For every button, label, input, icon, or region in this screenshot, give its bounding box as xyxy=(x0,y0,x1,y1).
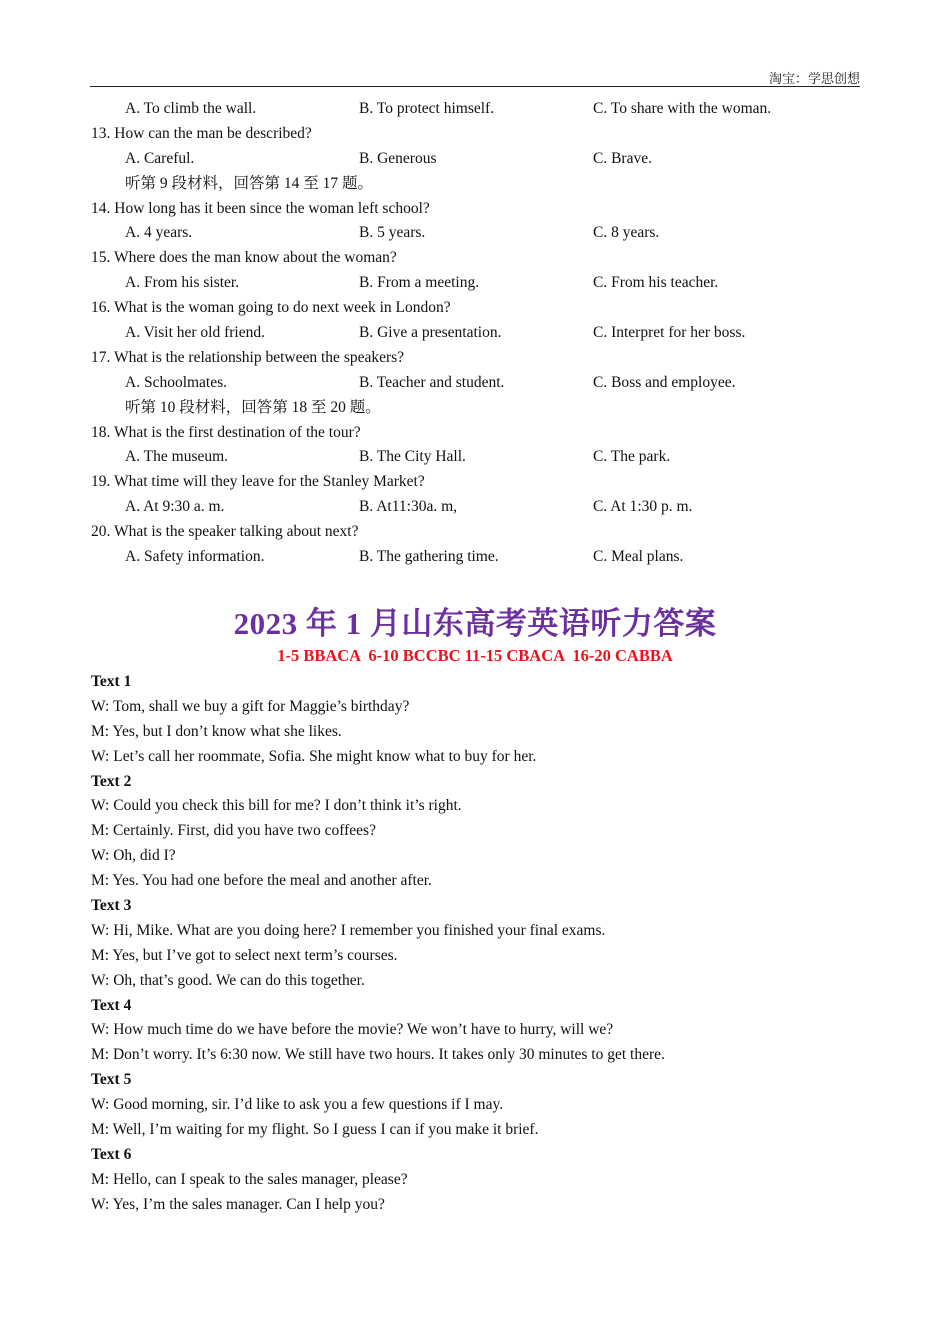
question-20: 20. What is the speaker talking about next? xyxy=(91,523,359,541)
option-b: B. Teacher and student. xyxy=(359,373,505,391)
option-b: B. Generous xyxy=(359,149,437,167)
option-b: B. The gathering time. xyxy=(359,548,499,566)
dialogue-line: W: Yes, I’m the sales manager. Can I help you? xyxy=(91,1195,385,1213)
instruction-passage-9: 听第 9 段材料，回答第 14 至 17 题。 xyxy=(125,174,374,192)
option-c: C. Brave. xyxy=(593,149,652,167)
option-c: C. From his teacher. xyxy=(593,274,719,292)
dialogue-line: W: Let’s call her roommate, Sofia. She might know what to buy for her. xyxy=(91,747,537,765)
option-b: B. At11:30a. m, xyxy=(359,498,458,516)
text-heading: Text 3 xyxy=(91,897,132,915)
dialogue-line: W: How much time do we have before the movie? We won’t have to hurry, will we? xyxy=(91,1021,614,1039)
transcript xyxy=(91,670,871,1218)
answer-title: 2023 年 1 月山东高考英语听力答案 xyxy=(233,606,717,641)
text-heading: Text 6 xyxy=(91,1145,132,1163)
question-13-options xyxy=(91,147,861,172)
question-19-options xyxy=(91,495,861,520)
text-heading: Text 1 xyxy=(91,673,132,690)
text-heading: Text 2 xyxy=(91,772,132,790)
option-a: A. From his sister. xyxy=(125,274,240,292)
question-12-options xyxy=(91,97,861,122)
dialogue-line: W: Oh, that’s good. We can do this together. xyxy=(91,971,365,989)
option-c: C. The park. xyxy=(593,448,671,466)
answer-key: 1-5 BBACA 6-10 BCCBC 11-15 CBACA 16-20 CABBA xyxy=(277,646,673,665)
option-b: B. From a meeting. xyxy=(359,274,480,292)
dialogue-line: M: Yes, but I don’t know what she likes. xyxy=(91,722,342,740)
question-18: 18. What is the first destination of the tour? xyxy=(91,423,361,441)
question-20-options xyxy=(91,545,861,570)
option-c: C. Boss and employee. xyxy=(593,373,736,391)
text-heading: Text 5 xyxy=(91,1071,132,1089)
dialogue-line: W: Could you check this bill for me? I don’t think it’s right. xyxy=(91,797,462,815)
question-15: 15. Where does the man know about the woman? xyxy=(91,249,397,267)
question-18-options xyxy=(91,445,861,470)
question-14: 14. How long has it been since the woman left school? xyxy=(91,199,430,217)
dialogue-line: W: Good morning, sir. I’d like to ask you a few questions if I may. xyxy=(91,1096,504,1114)
question-17: 17. What is the relationship between the speakers? xyxy=(91,348,405,366)
question-16: 16. What is the woman going to do next week in London? xyxy=(91,299,451,317)
option-a: A. Visit her old friend. xyxy=(125,324,265,342)
option-a: A. At 9:30 a. m. xyxy=(125,498,225,516)
option-c: C. 8 years. xyxy=(593,224,660,242)
question-13: 13. How can the man be described? xyxy=(91,124,312,142)
option-b: B. Give a presentation. xyxy=(359,324,502,342)
option-b: B. To protect himself. xyxy=(359,100,495,117)
option-a: A. The museum. xyxy=(125,448,229,466)
option-b: B. The City Hall. xyxy=(359,448,466,466)
dialogue-line: M: Yes, but I’ve got to select next term’s courses. xyxy=(91,946,398,964)
option-a: A. Schoolmates. xyxy=(125,373,228,391)
dialogue-line: W: Hi, Mike. What are you doing here? I remember you finished your final exams. xyxy=(91,921,606,939)
question-17-options xyxy=(91,371,861,396)
option-b: B. 5 years. xyxy=(359,224,426,242)
dialogue-line: W: Tom, shall we buy a gift for Maggie’s birthday? xyxy=(91,697,410,715)
dialogue-line: M: Don’t worry. It’s 6:30 now. We still have two hours. It takes only 30 minutes to get there. xyxy=(91,1046,665,1064)
option-c: C. To share with the woman. xyxy=(593,100,772,117)
dialogue-line: M: Hello, can I speak to the sales manager, please? xyxy=(91,1170,408,1188)
text-heading: Text 4 xyxy=(91,996,132,1014)
question-16-options xyxy=(91,321,861,346)
option-c: C. Interpret for her boss. xyxy=(593,324,746,342)
option-a: A. Safety information. xyxy=(125,548,265,566)
page-header xyxy=(90,66,860,87)
instruction-passage-10: 听第 10 段材料，回答第 18 至 20 题。 xyxy=(125,398,381,416)
option-a: A. To climb the wall. xyxy=(125,100,257,117)
option-c: C. At 1:30 p. m. xyxy=(593,498,693,516)
dialogue-line: M: Yes. You had one before the meal and another after. xyxy=(91,872,432,890)
questions-section xyxy=(91,97,861,570)
header-text: 淘宝：学思创想 xyxy=(768,71,860,86)
question-14-options xyxy=(91,221,861,246)
option-c: C. Meal plans. xyxy=(593,548,684,566)
question-15-options xyxy=(91,271,861,296)
option-a: A. Careful. xyxy=(125,149,195,167)
dialogue-line: W: Oh, did I? xyxy=(91,847,176,865)
dialogue-line: M: Certainly. First, did you have two coffees? xyxy=(91,822,376,840)
option-a: A. 4 years. xyxy=(125,224,193,242)
dialogue-line: M: Well, I’m waiting for my flight. So I guess I can if you make it brief. xyxy=(91,1121,539,1139)
question-19: 19. What time will they leave for the Stanley Market? xyxy=(91,473,425,491)
